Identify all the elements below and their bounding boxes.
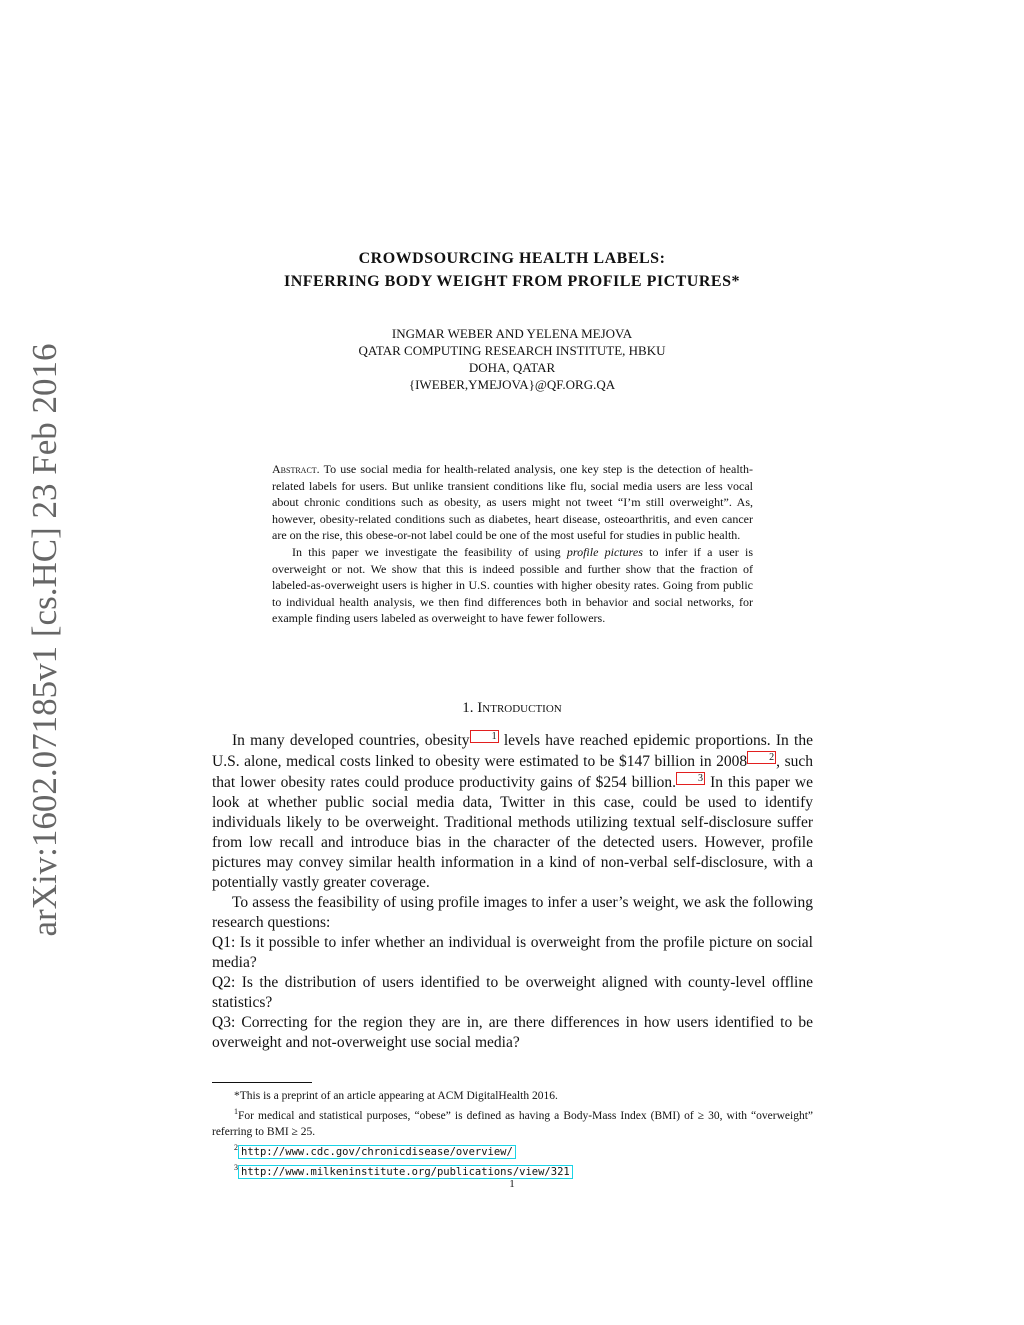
footnote-ref-3[interactable]: 3 [676,772,705,785]
arxiv-identifier: arXiv:1602.07185v1 [cs.HC] 23 Feb 2016 [25,343,64,937]
abstract-emphasis: profile pictures [566,544,643,559]
introduction-body [212,730,813,1053]
page-number: 1 [509,1178,515,1190]
footnote-1-mark: 1 [234,1107,238,1116]
abstract-text-2b: to infer if a user is overweight or not. We show that this is indeed possible and further show that the fraction of labeled-as-overweight users is higher in U.S. counties with higher obesity rates. Going from public to individual health analysis, we then find differences both in behavior and social networks, for example finding users labeled as overweight to have fewer followers. [272,544,753,626]
footnote-2 [212,1140,813,1160]
paper-title-line-2: INFERRING BODY WEIGHT FROM PROFILE PICTURES* [284,273,740,290]
footnote-3-link[interactable]: http://www.milkeninstitute.org/publications/view/321 [238,1165,573,1179]
abstract-text-1: To use social media for health-related analysis, one key step is the detection of health-related labels for users. But unlike transient conditions like flu, social media users are less vocal about chronic conditions such as obesity, as users might not tweet “I’m still overweight”. As, however, obesity-related conditions such as diabetes, heart disease, osteoarthritis, and even cancer are on the rise, this obese-or-not label could be one of the most useful for studies in public health. [272,462,753,543]
author-location: DOHA, QATAR [468,360,556,375]
footnote-ref-2[interactable]: 2 [747,751,776,764]
abstract [272,461,753,627]
footnote-star: *This is a preprint of an article appearing at ACM DigitalHealth 2016. [234,1090,558,1102]
abstract-text-2a: In this paper we investigate the feasibility of using [292,544,561,559]
footnote-1-text: For medical and statistical purposes, “obese” is defined as having a Body-Mass Index (BMI) of ≥ 30, with “overweight” referring to BMI ≥ 25. [212,1110,813,1138]
body-text: , such that lower obesity rates could produce productivity gains of $254 billion. [212,753,813,791]
author-affiliation: QATAR COMPUTING RESEARCH INSTITUTE, HBKU [358,343,666,358]
body-text: levels have reached epidemic proportions. In the U.S. alone, medical costs linked to obesity were estimated to be $147 billion in 2008 [212,732,813,770]
paper-title-line-1: CROWDSOURCING HEALTH LABELS: [358,250,666,267]
footnote-2-link[interactable]: http://www.cdc.gov/chronicdisease/overview/ [238,1145,516,1159]
footnote-3 [212,1160,813,1180]
footnotes [212,1088,813,1180]
body-paragraph-1 [212,730,813,893]
research-question-3: Q3: Correcting for the region they are in, are there differences in how users identified to be overweight and not-overweight use social media? [212,1014,813,1051]
footnote-3-mark: 3 [234,1163,238,1172]
footnote-1 [212,1104,813,1140]
section-number: 1. [462,700,474,716]
body-text: In many developed countries, obesity [232,732,470,749]
body-paragraph-2: To assess the feasibility of using profile images to infer a user’s weight, we ask the following research questions: [212,894,813,931]
footnote-ref-1[interactable]: 1 [470,730,499,743]
research-question-2: Q2: Is the distribution of users identified to be overweight aligned with county-level offline statistics? [212,974,813,1011]
author-email: {IWEBER,YMEJOVA}@QF.ORG.QA [408,377,616,392]
footnote-divider [212,1082,312,1083]
section-title: Introduction [477,700,562,716]
abstract-paragraph-1 [272,461,753,544]
footnote-2-mark: 2 [234,1143,238,1152]
abstract-label: Abstract. [272,462,320,476]
body-text: In this paper we look at whether public social media data, Twitter in this case, could be used to identify individuals likely to be overweight. Traditional methods utilizing textual self-disclosure suffer from low recall and introduce bias in the character of the detected users. However, profile pictures may convey similar health information in a kind of non-verbal self-disclosure, with a potentially vastly greater coverage. [212,774,814,891]
arxiv-sidebar [25,340,65,940]
section-heading-introduction [0,700,1024,717]
abstract-paragraph-2 [272,544,753,627]
author-names: INGMAR WEBER AND YELENA MEJOVA [391,326,633,341]
research-question-1: Q1: Is it possible to infer whether an individual is overweight from the profile picture on social media? [212,934,813,971]
